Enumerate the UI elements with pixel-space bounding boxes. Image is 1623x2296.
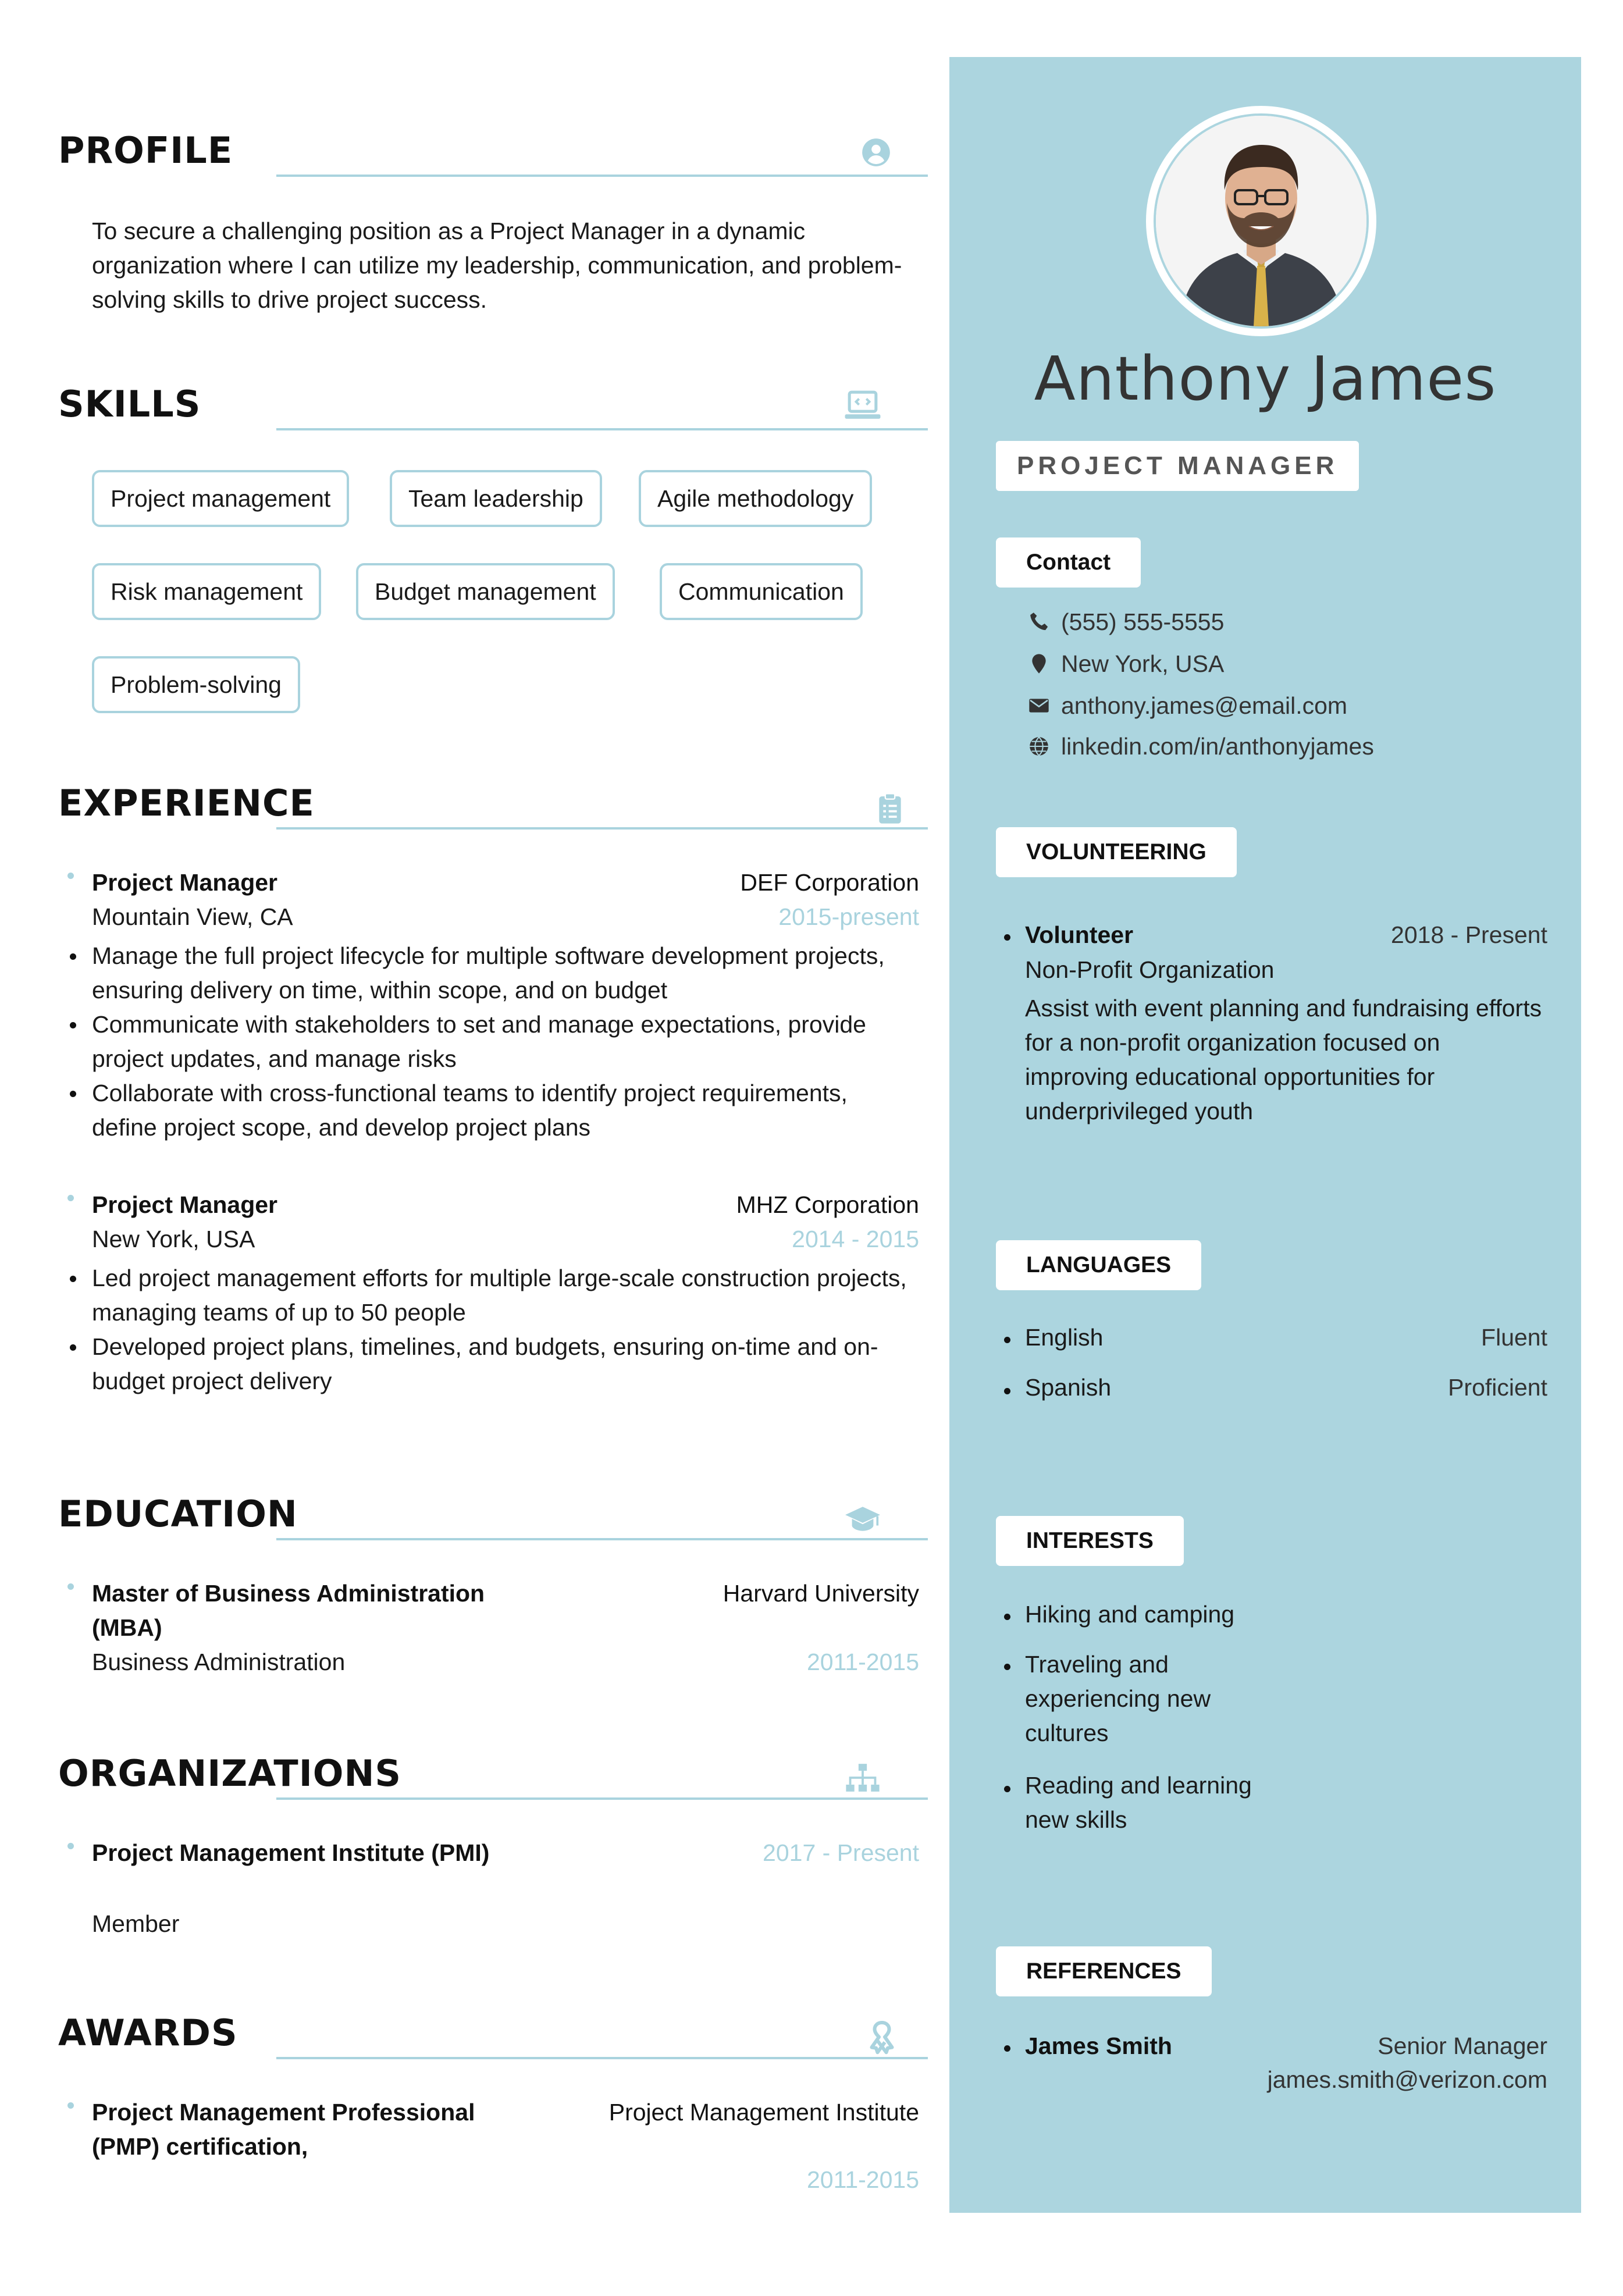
volunteer-dates: 2018 - Present <box>1391 921 1547 948</box>
organization-entry <box>58 1836 919 1964</box>
contact-email[interactable] <box>1027 689 1347 723</box>
organization-dates: 2017 - Present <box>763 1839 919 1866</box>
skill-tag: Project management <box>92 470 349 527</box>
phone-icon <box>1027 608 1051 632</box>
interest-bullet <box>1004 1786 1010 1792</box>
job-bullet: Manage the full project lifecycle for multiple software development projects, ensuring delivery on time, within scope, and on budget <box>92 939 918 1008</box>
email-link[interactable]: anthony.james@email.com <box>1061 692 1348 719</box>
volunteering-badge: VOLUNTEERING <box>996 827 1237 877</box>
candidate-name: Anthony James <box>1034 343 1497 414</box>
globe-icon <box>1027 733 1051 756</box>
job-company: DEF Corporation <box>740 869 919 896</box>
job-bullet: Communicate with stakeholders to set and manage expectations, provide project updates, and manage risks <box>92 1008 918 1076</box>
award-dates: 2011-2015 <box>806 2166 919 2193</box>
education-title: EDUCATION <box>58 1493 298 1535</box>
job-bullet: Led project management efforts for multiple large-scale construction projects, managing teams of up to 50 people <box>92 1261 918 1330</box>
skills-title: SKILLS <box>58 383 201 425</box>
degree-field: Business Administration <box>92 1649 346 1675</box>
experience-entry <box>58 1188 919 1421</box>
job-title: Project Manager <box>92 869 277 896</box>
job-location: New York, USA <box>92 1226 255 1252</box>
right-column <box>949 57 1581 2213</box>
language-bullet <box>1004 1388 1010 1394</box>
linkedin-link[interactable]: linkedin.com/in/anthonyjames <box>1061 733 1374 760</box>
awards-title: AWARDS <box>58 2012 238 2054</box>
award-entry <box>58 2095 919 2212</box>
organizations-divider <box>276 1797 928 1800</box>
contact-badge: Contact <box>996 537 1141 588</box>
job-dates: 2014 - 2015 <box>792 1226 919 1252</box>
volunteer-role: Volunteer <box>1025 921 1134 948</box>
experience-title: EXPERIENCE <box>58 782 315 824</box>
language-bullet <box>1004 1337 1010 1343</box>
interest-item: Reading and learning new skills <box>1025 1772 1252 1833</box>
job-location: Mountain View, CA <box>92 903 293 930</box>
phone-text: (555) 555-5555 <box>1061 608 1225 635</box>
skill-tag: Team leadership <box>390 470 602 527</box>
language-name: English <box>1025 1324 1104 1351</box>
contact-location <box>1027 647 1224 681</box>
contact-linkedin[interactable] <box>1027 729 1374 764</box>
language-name: Spanish <box>1025 1374 1112 1401</box>
reference-bullet <box>1004 2045 1010 2052</box>
language-level: Fluent <box>1481 1324 1547 1351</box>
profile-photo <box>1156 116 1366 326</box>
entry-bullet <box>67 1195 74 1201</box>
entry-bullet <box>67 1583 74 1590</box>
ribbon-icon <box>868 2020 896 2055</box>
references-badge: REFERENCES <box>996 1946 1212 1996</box>
organizations-title: ORGANIZATIONS <box>58 1752 402 1795</box>
profile-header <box>58 129 928 181</box>
award-name: Project Management Professional (PMP) certification, <box>92 2099 475 2160</box>
skill-tag: Agile methodology <box>639 470 872 527</box>
education-entry <box>58 1576 919 1693</box>
education-dates: 2011-2015 <box>806 1649 919 1675</box>
reference-name: James Smith <box>1025 2032 1172 2059</box>
organization-name: Project Management Institute (PMI) <box>92 1839 490 1866</box>
skills-divider <box>276 428 928 430</box>
skill-tag: Risk management <box>92 563 321 620</box>
volunteer-org: Non-Profit Organization <box>1025 956 1275 983</box>
profile-divider <box>276 175 928 177</box>
experience-header <box>58 782 928 834</box>
organization-role: Member <box>92 1910 180 1937</box>
awards-header <box>58 2012 928 2064</box>
laptop-icon <box>843 389 882 422</box>
interests-badge: INTERESTS <box>996 1516 1184 1566</box>
sitemap-icon <box>845 1761 881 1794</box>
graduation-cap-icon <box>843 1505 882 1532</box>
education-divider <box>276 1538 928 1540</box>
clipboard-icon <box>877 792 903 825</box>
profile-photo-frame <box>1146 106 1376 336</box>
entry-bullet <box>67 1843 74 1849</box>
job-title: Project Manager <box>92 1191 277 1218</box>
entry-bullet <box>67 873 74 879</box>
job-bullets <box>92 939 918 1145</box>
job-dates: 2015-present <box>778 903 919 930</box>
school-name: Harvard University <box>722 1580 919 1607</box>
interest-item: Traveling and experiencing new cultures <box>1025 1651 1211 1746</box>
volunteer-description: Assist with event planning and fundraising efforts for a non-profit organization focused on improving educational opportunities for underprivileged youth <box>1025 995 1542 1124</box>
awards-divider <box>276 2057 928 2059</box>
candidate-role-badge: PROJECT MANAGER <box>996 441 1359 491</box>
organizations-header <box>58 1752 928 1804</box>
skill-tag: Problem-solving <box>92 656 300 713</box>
profile-text: To secure a challenging position as a Project Manager in a dynamic organization where I can utilize my leadership, communication, and problem-solving skills to drive project success. <box>92 218 902 313</box>
degree-title: Master of Business Administration (MBA) <box>92 1580 485 1641</box>
interest-bullet <box>1004 1614 1010 1620</box>
interest-bullet <box>1004 1664 1010 1670</box>
job-bullets <box>92 1261 918 1398</box>
award-issuer: Project Management Institute <box>608 2099 919 2126</box>
job-company: MHZ Corporation <box>736 1191 919 1218</box>
user-circle-icon <box>861 137 891 168</box>
envelope-icon <box>1027 692 1051 716</box>
skill-tag: Communication <box>660 563 863 620</box>
reference-position: Senior Manager <box>1378 2032 1547 2059</box>
job-bullet: Collaborate with cross-functional teams to identify project requirements, define project scope, and develop project plans <box>92 1076 918 1145</box>
volunteer-bullet <box>1004 934 1010 941</box>
skill-tag: Budget management <box>356 563 615 620</box>
interest-item: Hiking and camping <box>1025 1601 1235 1628</box>
reference-email[interactable]: james.smith@verizon.com <box>1267 2066 1547 2093</box>
language-level: Proficient <box>1448 1374 1547 1401</box>
contact-phone <box>1027 605 1224 639</box>
skills-header <box>58 383 928 435</box>
experience-entry <box>58 866 919 1168</box>
map-pin-icon <box>1027 650 1051 674</box>
profile-title: PROFILE <box>58 129 233 172</box>
education-header <box>58 1493 928 1545</box>
job-bullet: Developed project plans, timelines, and budgets, ensuring on-time and on-budget project delivery <box>92 1330 918 1398</box>
location-text: New York, USA <box>1061 650 1225 677</box>
entry-bullet <box>67 2102 74 2109</box>
languages-badge: LANGUAGES <box>996 1240 1201 1290</box>
experience-divider <box>276 827 928 830</box>
